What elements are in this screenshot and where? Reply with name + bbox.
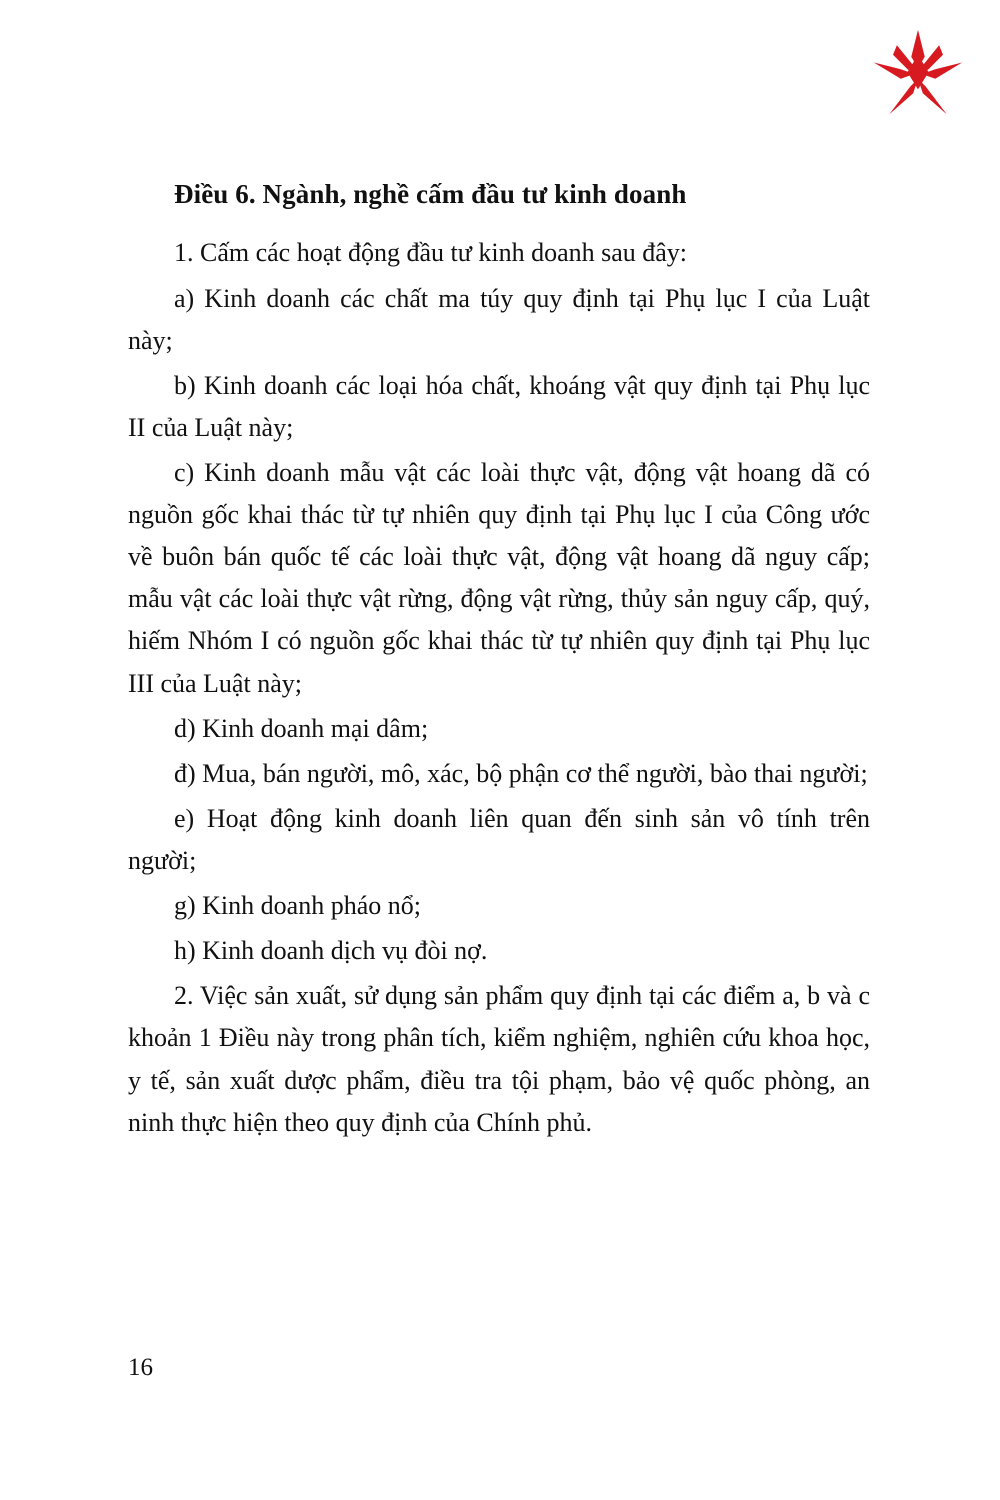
document-body <box>128 176 870 1147</box>
star-emblem-icon <box>870 26 966 122</box>
paragraph-b: b) Kinh doanh các loại hóa chất, khoáng vật quy định tại Phụ lục II của Luật này; <box>128 370 870 442</box>
paragraph-h: h) Kinh doanh dịch vụ đòi nợ. <box>174 936 488 966</box>
paragraph-2: 2. Việc sản xuất, sử dụng sản phẩm quy định tại các điểm a, b và c khoản 1 Điều này trong phân tích, kiểm nghiệm, nghiên cứu khoa học, y tế, sản xuất dược phẩm, điều tra tội phạm, bảo vệ quốc phòng, an ninh thực hiện theo quy định của Chính phủ. <box>128 981 870 1137</box>
paragraph-g: g) Kinh doanh pháo nổ; <box>174 891 421 921</box>
paragraph-dd: đ) Mua, bán người, mô, xác, bộ phận cơ thể người, bào thai người; <box>174 758 868 788</box>
paragraph-c: c) Kinh doanh mẫu vật các loài thực vật, động vật hoang dã có nguồn gốc khai thác từ tự nhiên quy định tại Phụ lục I của Công ước về buôn bán quốc tế các loài thực vật, động vật hoang dã nguy cấp; mẫu vật các loài thực vật rừng, động vật rừng, thủy sản nguy cấp, quý, hiếm Nhóm I có nguồn gốc khai thác từ tự nhiên quy định tại Phụ lục III của Luật này; <box>128 457 870 698</box>
page-number: 16 <box>128 1354 153 1381</box>
page-title: Điều 6. Ngành, nghề cấm đầu tư kinh doanh <box>174 179 687 209</box>
paragraph-1: 1. Cấm các hoạt động đầu tư kinh doanh sau đây: <box>174 238 688 268</box>
paragraph-e: e) Hoạt động kinh doanh liên quan đến sinh sản vô tính trên người; <box>128 803 870 875</box>
paragraph-a: a) Kinh doanh các chất ma túy quy định tại Phụ lục I của Luật này; <box>128 283 870 355</box>
paragraph-d: d) Kinh doanh mại dâm; <box>174 713 429 743</box>
